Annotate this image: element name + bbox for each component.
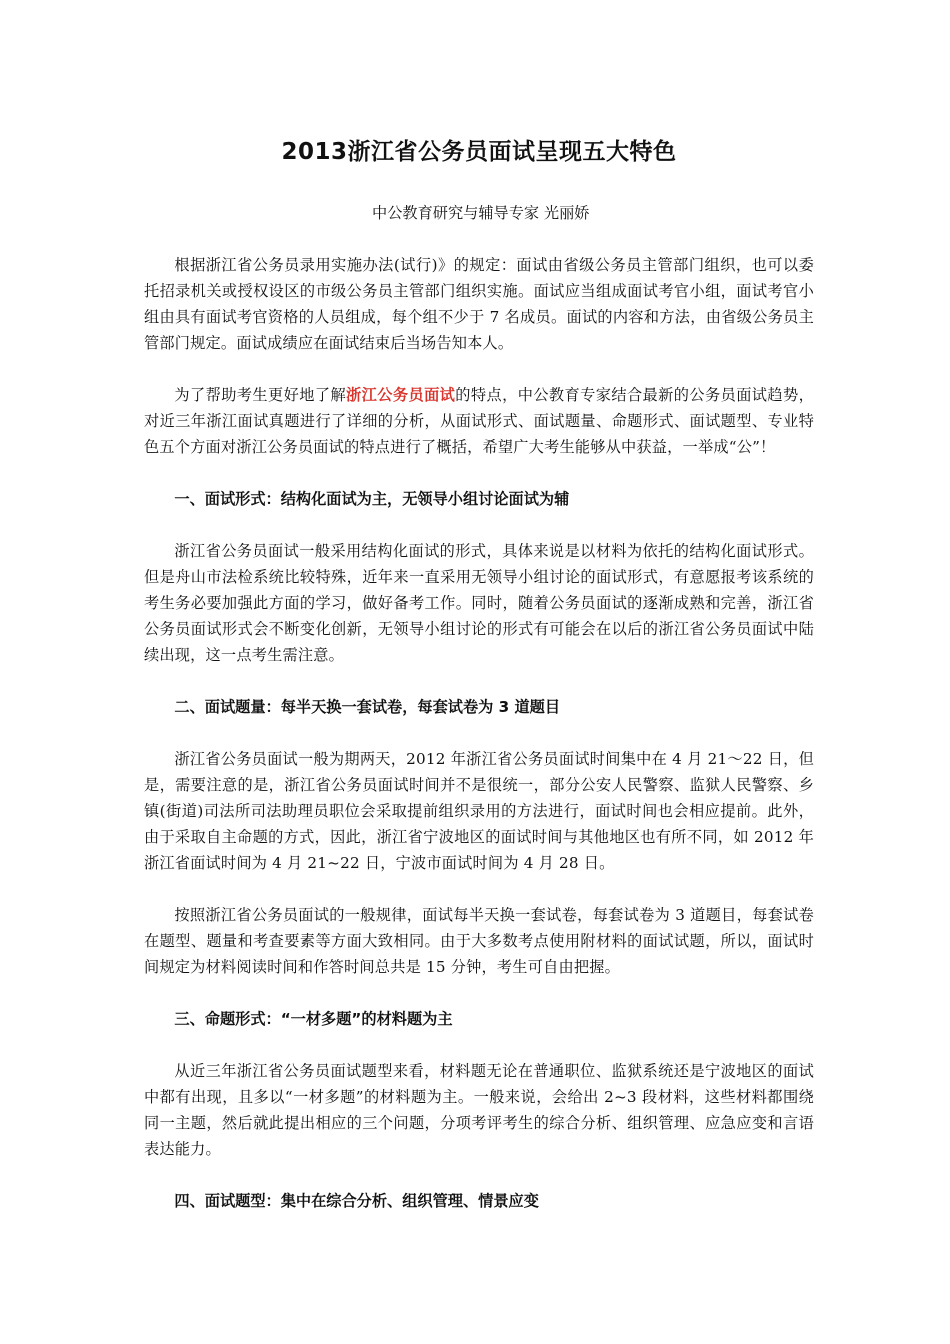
section-2-paragraph-2: 按照浙江省公务员面试的一般规律，面试每半天换一套试卷，每套试卷为 3 道题目，每套试卷在题型、题量和考查要素等方面大致相同。由于大多数考点使用附材料的面试试题，所以，面试时间规定为材料阅读时间和作答时间总共是 15 分钟，考生可自由把握。 (144, 906, 814, 976)
document-body (144, 132, 814, 1214)
author-line: 中公教育研究与辅导专家 光丽娇 (372, 204, 590, 222)
section-heading-1: 一、面试形式：结构化面试为主，无领导小组讨论面试为辅 (174, 490, 570, 508)
section-3-paragraph-1: 从近三年浙江省公务员面试题型来看，材料题无论在普通职位、监狱系统还是宁波地区的面试中都有出现，且多以“一材多题”的材料题为主。一般来说，会给出 2~3 段材料，这些材料都围绕同一主题，然后就此提出相应的三个问题，分项考评考生的综合分析、组织管理、应急应变和言语表达能力。 (144, 1062, 814, 1158)
purpose-text-after: 的特点，中公教育专家结合最新的公务员面试趋势，对近三年浙江面试真题进行了详细的分析，从面试形式、面试题量、命题形式、面试题型、专业特色五个方面对浙江公务员面试的特点进行了概括，希望广大考生能够从中获益，一举成“公”！ (144, 386, 814, 456)
section-heading-3: 三、命题形式：“一材多题”的材料题为主 (174, 1010, 453, 1028)
section-heading-2: 二、面试题量：每半天换一套试卷，每套试卷为 3 道题目 (174, 698, 561, 716)
document-title: 2013浙江省公务员面试呈现五大特色 (281, 139, 677, 165)
intro-paragraph: 根据浙江省公务员录用实施办法(试行)》的规定：面试由省级公务员主管部门组织，也可以委托招录机关或授权设区的市级公务员主管部门组织实施。面试应当组成面试考官小组，面试考官小组由具有面试考官资格的人员组成，每个组不少于 7 名成员。面试的内容和方法，由省级公务员主管部门规定。面试成绩应在面试结束后当场告知本人。 (144, 256, 814, 352)
zhejiang-interview-link[interactable]: 浙江公务员面试 (346, 386, 456, 404)
purpose-paragraph (144, 382, 814, 460)
section-heading-4: 四、面试题型：集中在综合分析、组织管理、情景应变 (174, 1192, 539, 1210)
section-1-paragraph-1: 浙江省公务员面试一般采用结构化面试的形式，具体来说是以材料为依托的结构化面试形式。但是舟山市法检系统比较特殊，近年来一直采用无领导小组讨论的面试形式，有意愿报考该系统的考生务必要加强此方面的学习，做好备考工作。同时，随着公务员面试的逐渐成熟和完善，浙江省公务员面试形式会不断变化创新，无领导小组讨论的形式有可能会在以后的浙江省公务员面试中陆续出现，这一点考生需注意。 (144, 542, 814, 664)
purpose-text-before: 为了帮助考生更好地了解 (174, 386, 347, 404)
section-2-paragraph-1: 浙江省公务员面试一般为期两天，2012 年浙江省公务员面试时间集中在 4 月 21～22 日，但是，需要注意的是，浙江省公务员面试时间并不是很统一，部分公安人民警察、监狱人民警察、乡镇(街道)司法所司法助理员职位会采取提前组织录用的方法进行，面试时间也会相应提前。此外，由于采取自主命题的方式，因此，浙江省宁波地区的面试时间与其他地区也有所不同，如 2012 年浙江省面试时间为 4 月 21~22 日，宁波市面试时间为 4 月 28 日。 (144, 750, 814, 872)
